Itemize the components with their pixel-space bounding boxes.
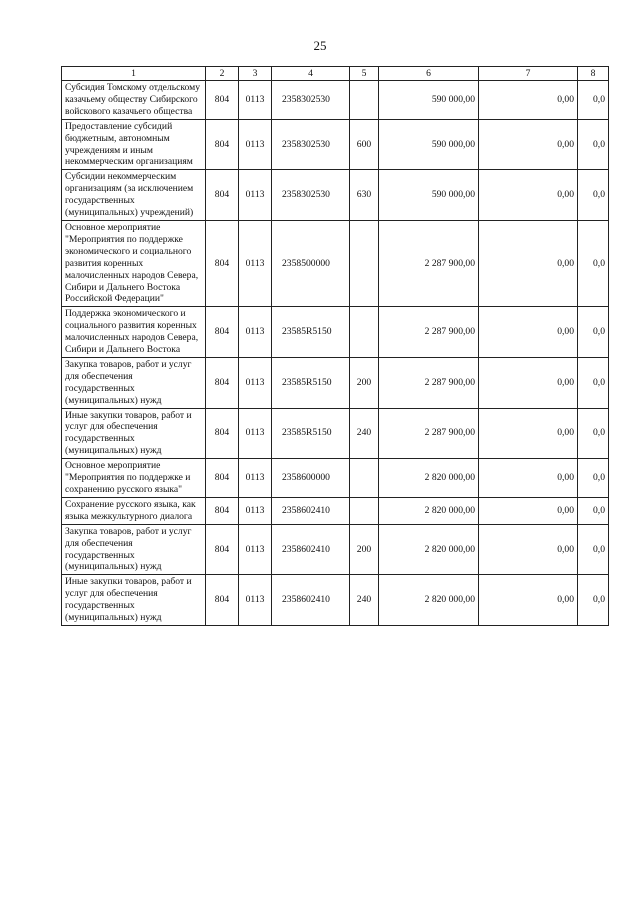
column-header: 3 [239, 67, 272, 81]
column-header: 2 [206, 67, 239, 81]
section-code-cell: 0113 [239, 575, 272, 626]
amount-final-cell: 0,0 [578, 575, 609, 626]
column-header: 5 [350, 67, 379, 81]
expense-type-cell: 600 [350, 119, 379, 170]
expense-type-cell: 240 [350, 408, 379, 459]
target-article-cell: 2358500000 [272, 220, 350, 306]
expense-type-cell [350, 307, 379, 358]
amount-next-cell: 0,00 [479, 170, 578, 221]
amount-final-cell: 0,0 [578, 408, 609, 459]
ministry-code-cell: 804 [206, 524, 239, 575]
target-article-cell: 2358602410 [272, 575, 350, 626]
table-row [62, 119, 609, 170]
column-header: 4 [272, 67, 350, 81]
row-name-cell: Основное мероприятие "Мероприятия по поддержке и сохранению русского языка" [62, 459, 206, 498]
ministry-code-cell: 804 [206, 357, 239, 408]
section-code-cell: 0113 [239, 81, 272, 120]
row-name-cell: Закупка товаров, работ и услуг для обеспечения государственных (муниципальных) нужд [62, 524, 206, 575]
section-code-cell: 0113 [239, 459, 272, 498]
amount-cell: 2 820 000,00 [379, 575, 479, 626]
section-code-cell: 0113 [239, 307, 272, 358]
expense-type-cell [350, 497, 379, 524]
target-article-cell: 2358602410 [272, 524, 350, 575]
target-article-cell: 2358302530 [272, 81, 350, 120]
row-name-cell: Предоставление субсидий бюджетным, автономным учреждениям и иным некоммерческим организациям [62, 119, 206, 170]
amount-cell: 2 287 900,00 [379, 220, 479, 306]
column-header: 7 [479, 67, 578, 81]
amount-cell: 2 287 900,00 [379, 357, 479, 408]
expense-type-cell: 630 [350, 170, 379, 221]
amount-next-cell: 0,00 [479, 524, 578, 575]
section-code-cell: 0113 [239, 220, 272, 306]
amount-next-cell: 0,00 [479, 81, 578, 120]
ministry-code-cell: 804 [206, 408, 239, 459]
amount-final-cell: 0,0 [578, 119, 609, 170]
target-article-cell: 23585R5150 [272, 408, 350, 459]
amount-final-cell: 0,0 [578, 81, 609, 120]
budget-table [61, 66, 609, 626]
table-row [62, 575, 609, 626]
expense-type-cell: 200 [350, 357, 379, 408]
expense-type-cell: 240 [350, 575, 379, 626]
target-article-cell: 2358302530 [272, 170, 350, 221]
table-row [62, 170, 609, 221]
table-row [62, 524, 609, 575]
row-name-cell: Закупка товаров, работ и услуг для обеспечения государственных (муниципальных) нужд [62, 357, 206, 408]
column-header: 6 [379, 67, 479, 81]
table-row [62, 357, 609, 408]
amount-next-cell: 0,00 [479, 119, 578, 170]
target-article-cell: 2358602410 [272, 497, 350, 524]
amount-final-cell: 0,0 [578, 524, 609, 575]
amount-next-cell: 0,00 [479, 357, 578, 408]
table-row [62, 408, 609, 459]
table-header-row [62, 67, 609, 81]
amount-cell: 590 000,00 [379, 81, 479, 120]
section-code-cell: 0113 [239, 408, 272, 459]
ministry-code-cell: 804 [206, 307, 239, 358]
ministry-code-cell: 804 [206, 81, 239, 120]
amount-final-cell: 0,0 [578, 220, 609, 306]
amount-next-cell: 0,00 [479, 220, 578, 306]
section-code-cell: 0113 [239, 357, 272, 408]
expense-type-cell [350, 459, 379, 498]
target-article-cell: 2358302530 [272, 119, 350, 170]
ministry-code-cell: 804 [206, 220, 239, 306]
section-code-cell: 0113 [239, 497, 272, 524]
ministry-code-cell: 804 [206, 119, 239, 170]
expense-type-cell [350, 81, 379, 120]
column-header: 8 [578, 67, 609, 81]
target-article-cell: 23585R5150 [272, 307, 350, 358]
amount-cell: 590 000,00 [379, 170, 479, 221]
ministry-code-cell: 804 [206, 575, 239, 626]
column-header: 1 [62, 67, 206, 81]
row-name-cell: Основное мероприятие "Мероприятия по поддержке экономического и социального развития коренных малочисленных народов Севера, Сибири и Дальнего Востока Российской Федерации" [62, 220, 206, 306]
table-row [62, 81, 609, 120]
expense-type-cell [350, 220, 379, 306]
amount-cell: 2 820 000,00 [379, 459, 479, 498]
row-name-cell: Иные закупки товаров, работ и услуг для обеспечения государственных (муниципальных) нужд [62, 575, 206, 626]
row-name-cell: Сохранение русского языка, как языка межкультурного диалога [62, 497, 206, 524]
section-code-cell: 0113 [239, 170, 272, 221]
row-name-cell: Субсидии некоммерческим организациям (за исключением государственных (муниципальных) учреждений) [62, 170, 206, 221]
expense-type-cell: 200 [350, 524, 379, 575]
table-row [62, 497, 609, 524]
amount-next-cell: 0,00 [479, 575, 578, 626]
row-name-cell: Субсидия Томскому отдельскому казачьему обществу Сибирского войскового казачьего общества [62, 81, 206, 120]
section-code-cell: 0113 [239, 119, 272, 170]
table-row [62, 459, 609, 498]
row-name-cell: Иные закупки товаров, работ и услуг для обеспечения государственных (муниципальных) нужд [62, 408, 206, 459]
amount-cell: 2 287 900,00 [379, 307, 479, 358]
amount-final-cell: 0,0 [578, 357, 609, 408]
amount-next-cell: 0,00 [479, 408, 578, 459]
table-row [62, 220, 609, 306]
amount-cell: 2 820 000,00 [379, 524, 479, 575]
amount-next-cell: 0,00 [479, 497, 578, 524]
ministry-code-cell: 804 [206, 459, 239, 498]
ministry-code-cell: 804 [206, 497, 239, 524]
amount-next-cell: 0,00 [479, 459, 578, 498]
amount-cell: 2 820 000,00 [379, 497, 479, 524]
page-number: 25 [313, 38, 327, 53]
amount-cell: 2 287 900,00 [379, 408, 479, 459]
amount-next-cell: 0,00 [479, 307, 578, 358]
amount-final-cell: 0,0 [578, 170, 609, 221]
ministry-code-cell: 804 [206, 170, 239, 221]
target-article-cell: 23585R5150 [272, 357, 350, 408]
table-row [62, 307, 609, 358]
amount-final-cell: 0,0 [578, 497, 609, 524]
row-name-cell: Поддержка экономического и социального развития коренных малочисленных народов Севера, Сибири и Дальнего Востока [62, 307, 206, 358]
section-code-cell: 0113 [239, 524, 272, 575]
amount-cell: 590 000,00 [379, 119, 479, 170]
amount-final-cell: 0,0 [578, 307, 609, 358]
amount-final-cell: 0,0 [578, 459, 609, 498]
target-article-cell: 2358600000 [272, 459, 350, 498]
